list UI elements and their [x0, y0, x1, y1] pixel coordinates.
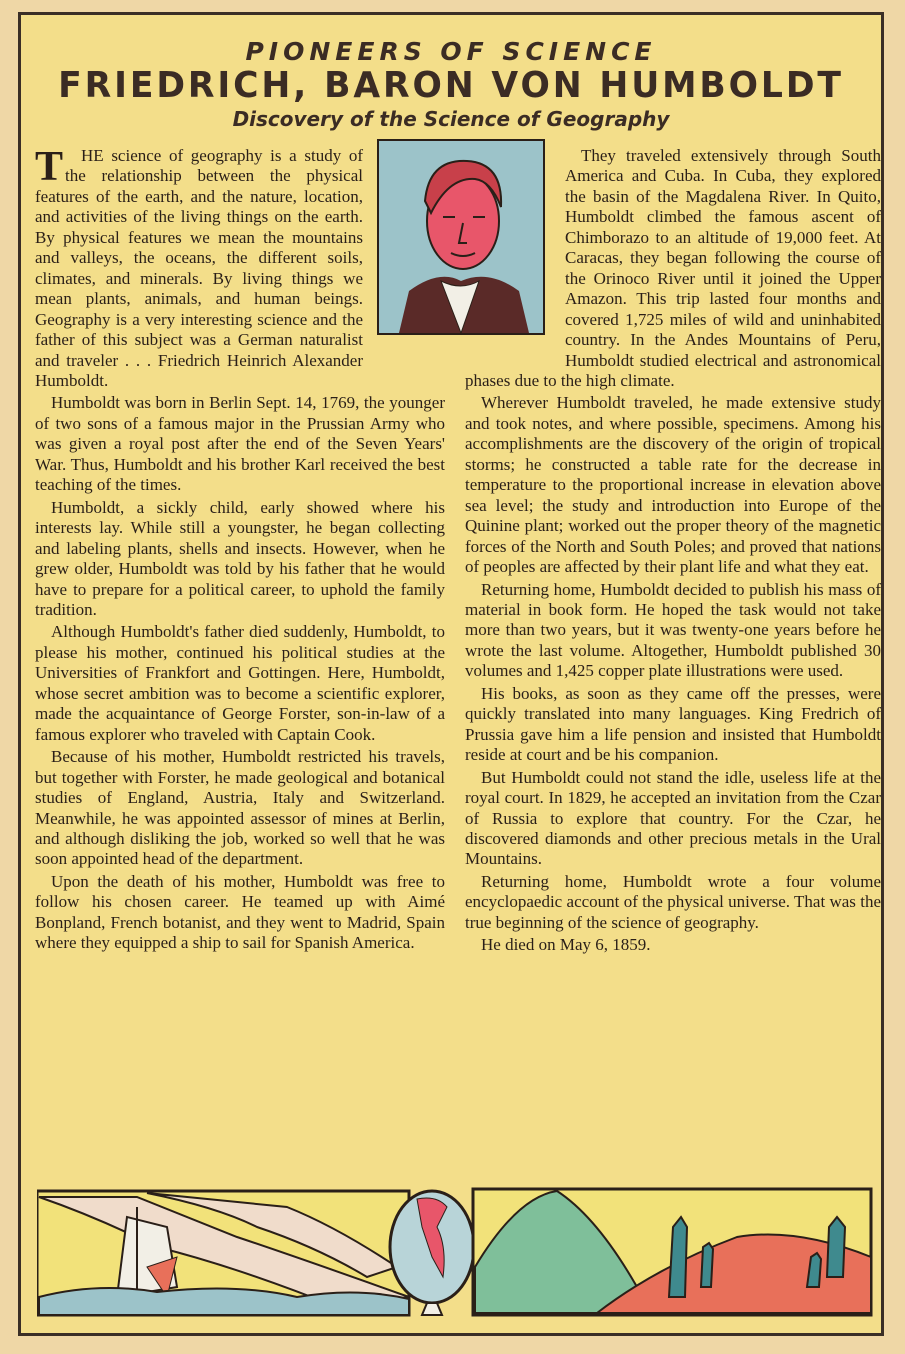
illustration-strip — [37, 1187, 873, 1319]
paragraph: Returning home, Humboldt decided to publish his mass of material in book form. He hoped the task would not take more than two years, but it was twenty-one years before he wrote the last volume. Altogether, Humboldt published 30 volumes and 1,425 copper plate illustrations were used. — [465, 579, 881, 681]
mountain-panel — [473, 1189, 871, 1315]
paragraph: Although Humboldt's father died suddenly, Humboldt, to please his mother, continued his political studies at the Universities of Frankfort and Gottingen. Here, Humboldt, whose secret ambition was to become a scientific explorer, made the acquaintance of George Forster, son-in-law of a famous explorer who traveled with Captain Cook. — [35, 622, 445, 744]
paragraph: They traveled extensively through South America and Cuba. In Cuba, they explored the basin of the Magdalena River. In Quito, Humboldt climbed the famous ascent of Chimborazo to an altitude of 19,000 feet. At Caracas, they began following the course of the Orinoco River until it joined the Upper Amazon. This trip lasted four months and covered 1,725 miles of wild and uninhabited country. In the Andes Mountains of Peru, Humboldt studied electrical and astronomical phases due to the high climate. — [465, 146, 881, 390]
article-title: FRIEDRICH, BARON VON HUMBOLDT — [58, 65, 844, 106]
paragraph: Because of his mother, Humboldt restricted his travels, but together with Forster, he made geological and botanical studies of England, Austria, Italy and Switzerland. Meanwhile, he was appointed assessor of mines at Berlin, and although disliking the job, worked so well that he was soon appointed head of the department. — [35, 747, 445, 869]
paragraph: Wherever Humboldt traveled, he made extensive study and took notes, and where possible, specimens. Among his accomplishments are the discovery of the origin of tropical storms; he constructed a table rate for the decrease in temperature to the proportional increase in elevation above sea level; the study and introduction into Europe of the Quinine plant; worked out the proper theory of the magnetic forces of the North and South Poles; and proved that nations of peoples are affected by their plant life and what they eat. — [465, 393, 881, 577]
right-column — [465, 146, 881, 958]
article-subtitle: Discovery of the Science of Geography — [232, 107, 670, 131]
paragraph: T HE science of geography is a study of the relationship between the physical features of the earth, and the nature, location, and activities of the living things on the earth. By physical features we mean the mountains and valleys, the oceans, the different soils, climates, and minerals. By living things we mean plants, animals, and human beings. Geography is a very interesting science and the father of this subject was a German naturalist and traveler . . . Friedrich Heinrich Alexander Humboldt. — [35, 146, 445, 391]
paragraph: His books, as soon as they came off the presses, were quickly translated into many languages. King Fredrich of Prussia gave him a life pension and insisted that Humboldt reside at court and be his companion. — [465, 683, 881, 765]
paragraph: Humboldt was born in Berlin Sept. 14, 1769, the younger of two sons of a famous major in the Prussian Army who was given a royal post after the end of the Seven Years' War. Thus, Humboldt and his brother Karl received the best teaching of the times. — [35, 393, 445, 495]
paragraph: But Humboldt could not stand the idle, useless life at the royal court. In 1829, he accepted an invitation from the Czar of Russia to explore that country. For the Czar, he discovered diamonds and other precious metals in the Ural Mountains. — [465, 767, 881, 869]
ship-panel — [37, 1191, 409, 1315]
paragraph: Returning home, Humboldt wrote a four volume encyclopaedic account of the physical universe. That was the true beginning of the science of geography. — [465, 871, 881, 932]
article-frame — [18, 12, 884, 1336]
left-column — [35, 146, 445, 956]
paragraph: Upon the death of his mother, Humboldt was free to follow his chosen career. He teamed up with Aimé Bonpland, French botanist, and they went to Madrid, Spain where they equipped a ship to sail for Spanish America. — [35, 871, 445, 953]
paragraph: Humboldt, a sickly child, early showed where his interests lay. While still a youngster, he began collecting and labeling plants, shells and insects. However, when he grew older, Humboldt was told by his father that he would have to prepare for a political career, to uphold the family tradition. — [35, 497, 445, 619]
paragraph: He died on May 6, 1859. — [481, 935, 651, 955]
series-kicker: PIONEERS OF SCIENCE — [245, 37, 657, 66]
drop-cap: T — [35, 144, 64, 190]
